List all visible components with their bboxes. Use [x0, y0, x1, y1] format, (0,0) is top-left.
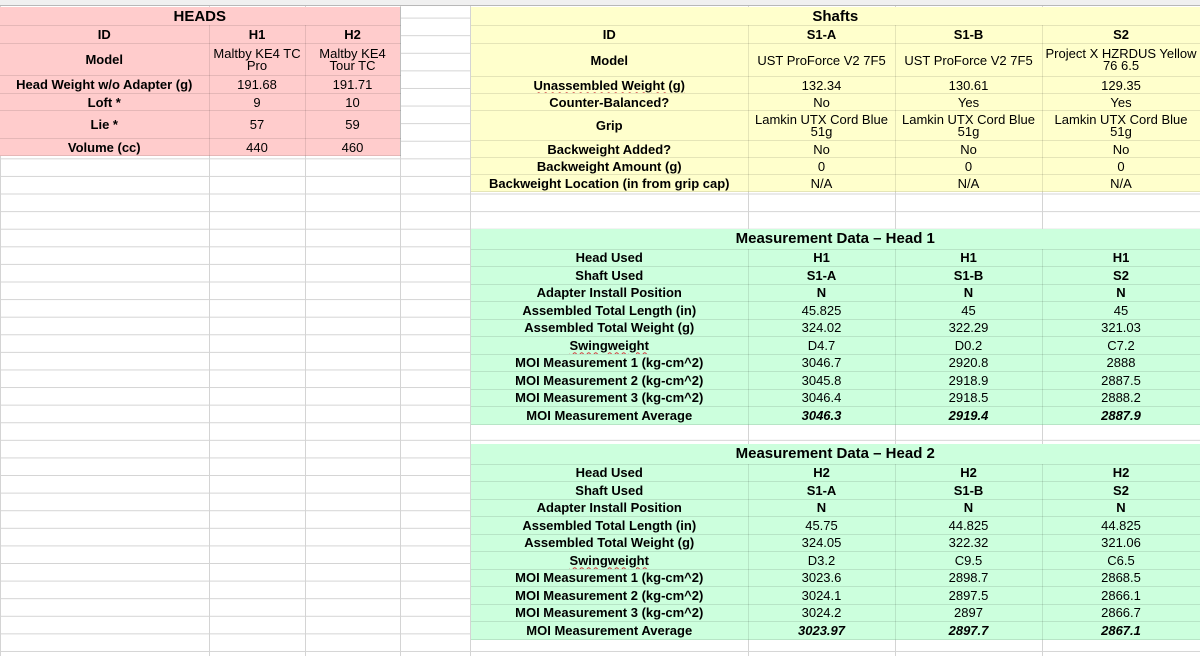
- shafts-block: [471, 7, 1200, 192]
- shafts-cell-grip-s1a[interactable]: Lamkin UTX Cord Blue 51g: [748, 111, 895, 141]
- heads-cell-loft-h2[interactable]: 10: [305, 94, 400, 111]
- m1-label-shaft-used[interactable]: Shaft Used: [471, 266, 748, 284]
- m2-cell[interactable]: S2: [1042, 481, 1200, 499]
- m1-label-swingweight[interactable]: Swingweight: [471, 336, 748, 354]
- m2-label-length[interactable]: Assembled Total Length (in): [471, 516, 748, 534]
- shafts-cell-bwa-s1b[interactable]: No: [895, 141, 1042, 158]
- shafts-cell-bwa-s1a[interactable]: No: [748, 141, 895, 158]
- m2-cell[interactable]: N: [748, 499, 895, 516]
- heads-title[interactable]: HEADS: [0, 7, 400, 26]
- m2-cell[interactable]: 324.05: [748, 534, 895, 551]
- shafts-cell-bwloc-s2[interactable]: N/A: [1042, 175, 1200, 192]
- heads-label-volume[interactable]: Volume (cc): [0, 139, 209, 156]
- shafts-cell-model-s2[interactable]: Project X HZRDUS Yellow 76 6.5: [1042, 44, 1200, 77]
- m2-label-moi-avg[interactable]: MOI Measurement Average: [471, 621, 748, 639]
- heads-header-h2[interactable]: H2: [305, 26, 400, 44]
- m2-cell[interactable]: C6.5: [1042, 551, 1200, 569]
- m1-cell[interactable]: 322.29: [895, 319, 1042, 336]
- shafts-cell-model-s1a[interactable]: UST ProForce V2 7F5: [748, 44, 895, 77]
- m2-cell[interactable]: 2897.7: [895, 621, 1042, 639]
- m1-cell[interactable]: 321.03: [1042, 319, 1200, 336]
- m1-cell[interactable]: N: [1042, 284, 1200, 301]
- m1-label-adapter[interactable]: Adapter Install Position: [471, 284, 748, 301]
- measurement-head1-title[interactable]: Measurement Data – Head 1: [471, 229, 1200, 249]
- m1-cell[interactable]: 3046.3: [748, 406, 895, 424]
- shafts-cell-weight-s1a[interactable]: 132.34: [748, 77, 895, 94]
- shafts-title[interactable]: Shafts: [471, 7, 1200, 26]
- m1-cell[interactable]: H1: [1042, 249, 1200, 266]
- m2-cell[interactable]: C9.5: [895, 551, 1042, 569]
- m2-cell[interactable]: 322.32: [895, 534, 1042, 551]
- heads-label-loft[interactable]: Loft *: [0, 94, 209, 111]
- m2-cell[interactable]: D3.2: [748, 551, 895, 569]
- m1-cell[interactable]: 2887.5: [1042, 371, 1200, 389]
- m2-cell[interactable]: H2: [1042, 464, 1200, 481]
- m2-label-moi3[interactable]: MOI Measurement 3 (kg-cm^2): [471, 604, 748, 621]
- heads-cell-lie-h1[interactable]: 57: [209, 111, 305, 139]
- shafts-label-backweight-location[interactable]: Backweight Location (in from grip cap): [471, 175, 748, 192]
- shafts-header-s1a[interactable]: S1-A: [748, 26, 895, 44]
- m1-cell[interactable]: D0.2: [895, 336, 1042, 354]
- m1-label-length[interactable]: Assembled Total Length (in): [471, 301, 748, 319]
- shafts-cell-weight-s1b[interactable]: 130.61: [895, 77, 1042, 94]
- m1-cell[interactable]: S1-A: [748, 266, 895, 284]
- m2-cell[interactable]: 3024.2: [748, 604, 895, 621]
- shafts-cell-cb-s2[interactable]: Yes: [1042, 94, 1200, 111]
- m1-cell[interactable]: 2919.4: [895, 406, 1042, 424]
- m2-cell[interactable]: H2: [748, 464, 895, 481]
- m1-cell[interactable]: 2888: [1042, 354, 1200, 371]
- heads-label-lie[interactable]: Lie *: [0, 111, 209, 139]
- m1-cell[interactable]: H1: [895, 249, 1042, 266]
- m2-label-moi2[interactable]: MOI Measurement 2 (kg-cm^2): [471, 586, 748, 604]
- shafts-label-backweight-amount[interactable]: Backweight Amount (g): [471, 158, 748, 175]
- m2-cell[interactable]: 2898.7: [895, 569, 1042, 586]
- shafts-label-grip[interactable]: Grip: [471, 111, 748, 141]
- m2-cell[interactable]: 321.06: [1042, 534, 1200, 551]
- m2-cell[interactable]: 3023.97: [748, 621, 895, 639]
- heads-cell-volume-h2[interactable]: 460: [305, 139, 400, 156]
- m2-cell[interactable]: 44.825: [895, 516, 1042, 534]
- m2-cell[interactable]: S1-A: [748, 481, 895, 499]
- shafts-cell-grip-s2[interactable]: Lamkin UTX Cord Blue 51g: [1042, 111, 1200, 141]
- m1-cell[interactable]: 3045.8: [748, 371, 895, 389]
- m2-cell[interactable]: 45.75: [748, 516, 895, 534]
- m1-cell[interactable]: N: [895, 284, 1042, 301]
- m2-label-weight[interactable]: Assembled Total Weight (g): [471, 534, 748, 551]
- shafts-cell-bwloc-s1a[interactable]: N/A: [748, 175, 895, 192]
- column-header-edge: [0, 0, 1200, 6]
- m1-cell[interactable]: 45.825: [748, 301, 895, 319]
- m2-label-head-used[interactable]: Head Used: [471, 464, 748, 481]
- m2-cell[interactable]: 2866.1: [1042, 586, 1200, 604]
- m1-label-moi3[interactable]: MOI Measurement 3 (kg-cm^2): [471, 389, 748, 406]
- m1-cell[interactable]: 2918.9: [895, 371, 1042, 389]
- m1-cell[interactable]: 45: [895, 301, 1042, 319]
- shafts-header-s1b[interactable]: S1-B: [895, 26, 1042, 44]
- m1-label-moi1[interactable]: MOI Measurement 1 (kg-cm^2): [471, 354, 748, 371]
- heads-cell-weight-h1[interactable]: 191.68: [209, 76, 305, 94]
- heads-cell-lie-h2[interactable]: 59: [305, 111, 400, 139]
- m1-cell[interactable]: 2918.5: [895, 389, 1042, 406]
- shafts-cell-bwloc-s1b[interactable]: N/A: [895, 175, 1042, 192]
- m1-label-moi-avg[interactable]: MOI Measurement Average: [471, 406, 748, 424]
- m1-label-weight[interactable]: Assembled Total Weight (g): [471, 319, 748, 336]
- shafts-header-id[interactable]: ID: [471, 26, 748, 44]
- heads-cell-model-h1[interactable]: Maltby KE4 TC Pro: [209, 44, 305, 76]
- m2-cell[interactable]: 2868.5: [1042, 569, 1200, 586]
- m2-cell[interactable]: N: [1042, 499, 1200, 516]
- measurement-head2-block: [471, 444, 1200, 640]
- shafts-cell-bwa-s2[interactable]: No: [1042, 141, 1200, 158]
- shafts-label-backweight-added[interactable]: Backweight Added?: [471, 141, 748, 158]
- heads-block: [0, 7, 400, 156]
- m1-cell[interactable]: 2888.2: [1042, 389, 1200, 406]
- shafts-cell-cb-s1a[interactable]: No: [748, 94, 895, 111]
- m1-cell[interactable]: S1-B: [895, 266, 1042, 284]
- m1-cell[interactable]: S2: [1042, 266, 1200, 284]
- m2-cell[interactable]: 2867.1: [1042, 621, 1200, 639]
- shafts-label-counter-balanced[interactable]: Counter-Balanced?: [471, 94, 748, 111]
- shafts-cell-cb-s1b[interactable]: Yes: [895, 94, 1042, 111]
- m2-label-adapter[interactable]: Adapter Install Position: [471, 499, 748, 516]
- m1-cell[interactable]: 2887.9: [1042, 406, 1200, 424]
- shafts-cell-model-s1b[interactable]: UST ProForce V2 7F5: [895, 44, 1042, 77]
- m2-cell[interactable]: H2: [895, 464, 1042, 481]
- m1-cell[interactable]: D4.7: [748, 336, 895, 354]
- heads-cell-loft-h1[interactable]: 9: [209, 94, 305, 111]
- m2-label-swingweight[interactable]: Swingweight: [471, 551, 748, 569]
- shafts-cell-bwamt-s1b[interactable]: 0: [895, 158, 1042, 175]
- m2-cell[interactable]: N: [895, 499, 1042, 516]
- shafts-label-model[interactable]: Model: [471, 44, 748, 77]
- m1-cell[interactable]: 45: [1042, 301, 1200, 319]
- m2-cell[interactable]: S1-B: [895, 481, 1042, 499]
- shafts-cell-bwamt-s1a[interactable]: 0: [748, 158, 895, 175]
- heads-header-id[interactable]: ID: [0, 26, 209, 44]
- m1-label-head-used[interactable]: Head Used: [471, 249, 748, 266]
- heads-label-weight[interactable]: Head Weight w/o Adapter (g): [0, 76, 209, 94]
- m1-cell[interactable]: 324.02: [748, 319, 895, 336]
- heads-label-model[interactable]: Model: [0, 44, 209, 76]
- m1-cell[interactable]: C7.2: [1042, 336, 1200, 354]
- heads-cell-volume-h1[interactable]: 440: [209, 139, 305, 156]
- m2-cell[interactable]: 2897: [895, 604, 1042, 621]
- m1-cell[interactable]: 3046.4: [748, 389, 895, 406]
- m2-label-moi1[interactable]: MOI Measurement 1 (kg-cm^2): [471, 569, 748, 586]
- m2-cell[interactable]: 2897.5: [895, 586, 1042, 604]
- m1-label-moi2[interactable]: MOI Measurement 2 (kg-cm^2): [471, 371, 748, 389]
- measurement-head2-title[interactable]: Measurement Data – Head 2: [471, 444, 1200, 464]
- m2-cell[interactable]: 3023.6: [748, 569, 895, 586]
- measurement-head1-block: [471, 229, 1200, 425]
- shafts-cell-bwamt-s2[interactable]: 0: [1042, 158, 1200, 175]
- m1-cell[interactable]: 2920.8: [895, 354, 1042, 371]
- shafts-cell-grip-s1b[interactable]: Lamkin UTX Cord Blue 51g: [895, 111, 1042, 141]
- m1-cell[interactable]: N: [748, 284, 895, 301]
- m1-cell[interactable]: 3046.7: [748, 354, 895, 371]
- m1-cell[interactable]: H1: [748, 249, 895, 266]
- heads-header-h1[interactable]: H1: [209, 26, 305, 44]
- m2-cell[interactable]: 2866.7: [1042, 604, 1200, 621]
- m2-cell[interactable]: 44.825: [1042, 516, 1200, 534]
- m2-cell[interactable]: 3024.1: [748, 586, 895, 604]
- heads-cell-model-h2[interactable]: Maltby KE4 Tour TC: [305, 44, 400, 76]
- shafts-label-unassembled-weight[interactable]: Unassembled Weight (g): [471, 77, 748, 94]
- shafts-cell-weight-s2[interactable]: 129.35: [1042, 77, 1200, 94]
- heads-cell-weight-h2[interactable]: 191.71: [305, 76, 400, 94]
- m2-label-shaft-used[interactable]: Shaft Used: [471, 481, 748, 499]
- shafts-header-s2[interactable]: S2: [1042, 26, 1200, 44]
